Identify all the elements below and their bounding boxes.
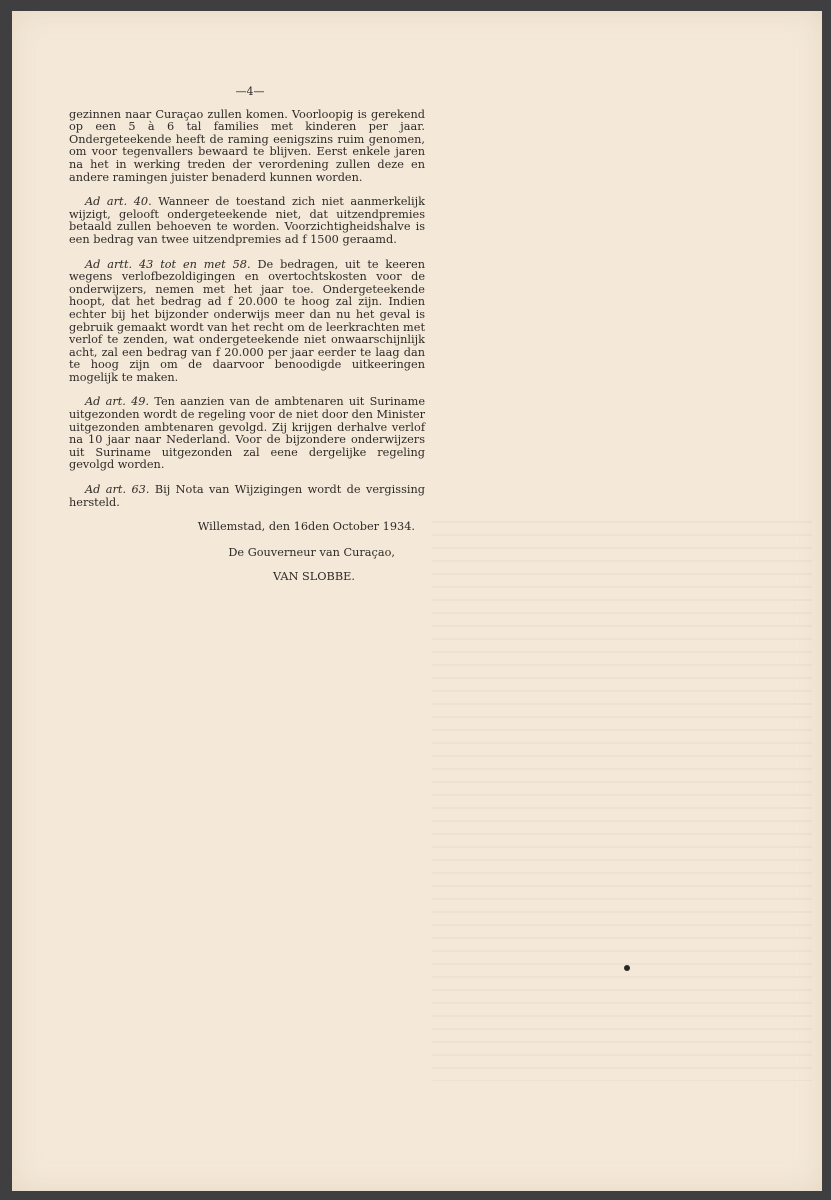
paragraph-art-43-58 <box>69 259 425 385</box>
paragraph-text: De bedragen, uit te keeren wegens verlofbezoldigingen en overtochtskosten voor de onderwijzers, nemen met het jaar toe. Ondergeteekende hoopt, dat het bedrag ad f 20.000 te hoog zal zijn. Indien echter bij het bijzonder onderwijs meer dan nu het geval is gebruik gemaakt wordt van het recht om de leerkrachten met verlof te zenden, wat ondergeteekende niet onwaarschijnlijk acht, zal een bedrag van f 20.000 per jaar eerder te laag dan te hoog zijn om de daarvoor benoodigde uitkeeringen mogelijk te maken. <box>69 257 426 384</box>
article-reference: Ad art. 40. <box>85 195 152 209</box>
page-number: —4— <box>235 85 265 98</box>
article-reference: Ad art. 63. <box>85 483 150 497</box>
paragraph-text: Bij Nota van Wijzigingen wordt de vergissing hersteld. <box>69 483 425 509</box>
article-reference: Ad artt. 43 tot en met 58. <box>85 257 251 271</box>
paragraph-art-49 <box>69 396 425 472</box>
paragraph-continuation <box>69 109 425 185</box>
article-reference: Ad art. 49. <box>85 395 150 409</box>
paragraph-text: Wanneer de toestand zich niet aanmerkelijk wijzigt, gelooft ondergeteekende niet, dat uitzendpremies betaald zullen behoeven te worden. Voorzichtigheidshalve is een bedrag van twee uitzendpremies ad f 1500 geraamd. <box>69 195 425 246</box>
paragraph-text: gezinnen naar Curaçao zullen komen. Voorloopig is gerekend op een 5 à 6 tal families met kinderen per jaar. Ondergeteekende heeft de raming eenigszins ruim genomen, om voor tegenvallers bewaard te blijven. Eerst enkele jaren na het in werking treden der verordening zullen deze en andere ramingen juister benaderd kunnen worden. <box>69 107 425 184</box>
signature-place-date: Willemstad, den 16den October 1934. <box>197 520 415 534</box>
show-through-text <box>432 521 812 1081</box>
document-body <box>69 86 425 584</box>
signature-title: De Gouverneur van Curaçao, <box>228 545 395 559</box>
signature-name: VAN SLOBBE. <box>273 570 355 584</box>
paragraph-art-40 <box>69 196 425 246</box>
ink-speck <box>624 965 630 971</box>
paragraph-text: Ten aanzien van de ambtenaren uit Suriname uitgezonden wordt de regeling voor de niet door den Minister uitgezonden ambtenaren gevolgd. Zij krijgen derhalve verlof na 10 jaar naar Nederland. Voor de bijzondere onderwijzers uit Suriname uitgezonden zal eene dergelijke regeling gevolgd worden. <box>69 395 426 472</box>
paragraph-art-63 <box>69 484 425 509</box>
